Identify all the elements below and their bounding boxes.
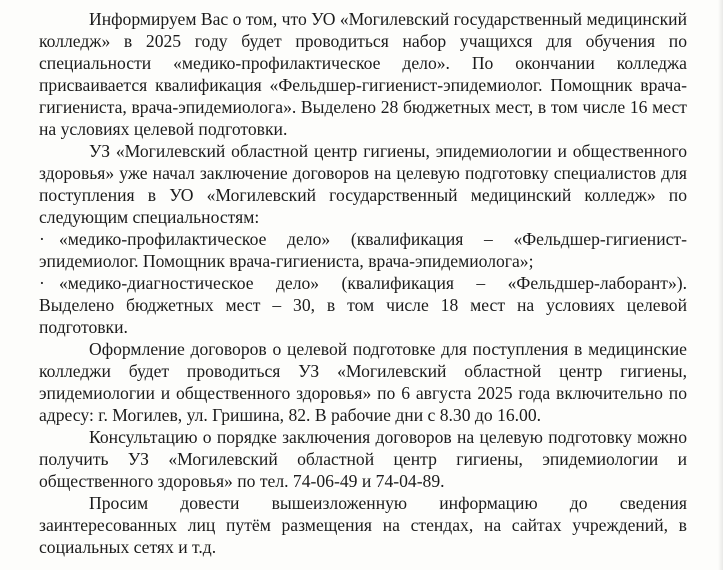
list-item-diagnostic-medicine [39,272,687,338]
paragraph-targeted-contracts: УЗ «Могилевский областной центр гигиены, эпидемиологии и общественного здоровья» уже начал заключение договоров на целевую подготовку специалистов для поступления в УО «Могилевский государственный медицинский колледж» по следующим специальностям: [39,141,687,227]
scan-edge-shadow [718,0,723,570]
paragraph-admission-info: Информируем Вас о том, что УО «Могилевский государственный медицинский колледж» в 2025 году будет проводиться набор учащихся для обучения по специальности «медико-профилактическое дело». По окончании колледжа присваивается квалификация «Фельдшер-гигиенист-эпидемиолог. Помощник врача-гигиениста, врача-эпидемиолога». Выделено 28 бюджетных мест, в том числе 16 мест на условиях целевой подготовки. [39,9,687,139]
list-item-text: «медико-профилактическое дело» (квалификация – «Фельдшер-гигиенист-эпидемиолог. Помощник врача-гигиениста, врача-эпидемиолога»; [39,229,687,271]
paragraph-request: Просим довести вышеизложенную информацию до сведения заинтересованных лиц путём размещения на стендах, на сайтах учреждений, в социальных сетях и т.д. [39,493,687,557]
list-item-text: «медико-диагностическое дело» (квалификация – «Фельдшер-лаборант»). Выделено бюджетных мест – 30, в том числе 18 мест на условиях целевой подготовки. [39,273,687,337]
document-body [39,8,687,558]
bullet-marker: · [39,273,45,293]
list-item-preventive-medicine [39,228,687,272]
paragraph-consultation-phones: Консультацию о порядке заключения договоров на целевую подготовку можно получить УЗ «Могилевский областной центр гигиены, эпидемиологии и общественного здоровья» по тел. 74-06-49 и 74-04-89. [39,427,687,491]
bullet-marker: · [39,229,45,249]
paragraph-contract-registration: Оформление договоров о целевой подготовке для поступления в медицинские колледжи будет проводиться УЗ «Могилевский областной центр гигиены, эпидемиологии и общественного здоровья» по 6 августа 2025 года включительно по адресу: г. Могилев, ул. Гришина, 82. В рабочие дни с 8.30 до 16.00. [39,339,687,425]
